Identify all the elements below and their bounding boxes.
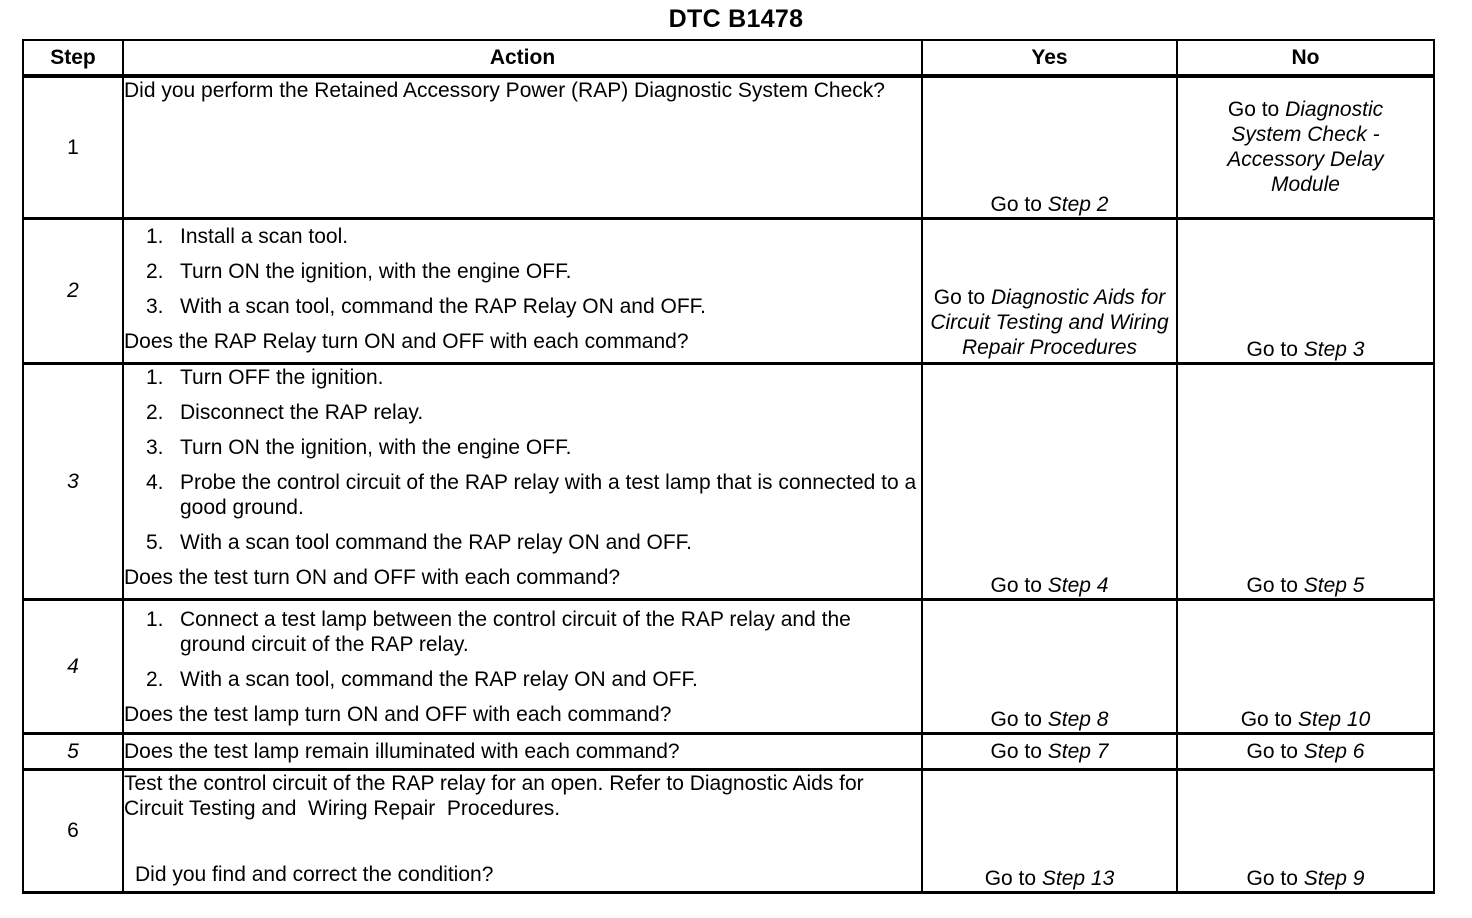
action-cell [123,218,922,363]
yes-link[interactable]: Step 2 [1047,192,1109,216]
action-cell [123,733,922,769]
no-prefix: Go to [1246,337,1304,361]
table-row [23,769,1434,892]
no-cell[interactable] [1177,733,1434,769]
yes-cell[interactable] [922,599,1177,733]
substep-item: 4. Probe the control circuit of the RAP relay with a test lamp that is connected to a good ground. [146,470,917,519]
yes-prefix: Go to [990,707,1048,731]
substep-item: 3. With a scan tool, command the RAP Relay ON and OFF. [146,294,706,318]
action-text: Did you perform the Retained Accessory Power (RAP) Diagnostic System Check? [124,79,885,102]
no-link[interactable]: Step 10 [1297,707,1371,731]
no-link[interactable]: Step 9 [1303,866,1365,890]
step-number: 3 [23,363,123,599]
table-row [23,76,1434,218]
yes-prefix: Go to [990,739,1048,763]
no-prefix: Go to [1246,866,1304,890]
substep-list [124,224,921,319]
substep-item: 2. With a scan tool, command the RAP relay ON and OFF. [146,667,698,691]
substep-list [124,607,921,692]
yes-prefix: Go to [990,573,1048,597]
step-number: 6 [23,769,123,892]
table-header-row [23,40,1434,76]
action-cell [123,363,922,599]
yes-cell[interactable] [922,733,1177,769]
no-cell[interactable] [1177,76,1434,218]
yes-cell[interactable] [922,363,1177,599]
substep-item: 5. With a scan tool command the RAP relay ON and OFF. [146,530,692,554]
yes-cell[interactable] [922,76,1177,218]
yes-link[interactable]: Step 8 [1047,707,1109,731]
yes-link[interactable]: Step 7 [1047,739,1109,763]
no-link[interactable]: Step 6 [1303,739,1365,763]
no-prefix: Go to [1246,739,1304,763]
substep-item: 2. Disconnect the RAP relay. [146,400,424,424]
yes-prefix: Go to [990,192,1048,216]
action-question: Does the RAP Relay turn ON and OFF with each command? [124,329,689,353]
step-number: 1 [23,76,123,218]
action-question: Did you find and correct the condition? [135,862,494,886]
page-title: DTC B1478 [668,5,804,33]
action-question: Does the test turn ON and OFF with each command? [124,565,621,589]
yes-prefix: Go to [984,866,1042,890]
substep-item: 1. Install a scan tool. [146,224,349,248]
yes-link[interactable]: Step 4 [1047,573,1109,597]
step-number: 2 [23,218,123,363]
yes-cell[interactable] [922,769,1177,892]
no-prefix: Go to [1246,573,1304,597]
table-row [23,363,1434,599]
header-yes: Yes [922,40,1177,76]
step-number: 4 [23,599,123,733]
no-link[interactable]: Step 5 [1303,573,1365,597]
substep-list [124,365,921,555]
yes-prefix: Go to [933,285,991,309]
substep-item: 1. Turn OFF the ignition. [146,365,384,389]
no-prefix: Go to [1240,707,1298,731]
step-number: 5 [23,733,123,769]
table-row [23,733,1434,769]
header-no: No [1177,40,1434,76]
action-question: Does the test lamp turn ON and OFF with each command? [124,702,672,726]
action-question: Does the test lamp remain illuminated with each command? [124,739,680,763]
no-cell[interactable] [1177,769,1434,892]
substep-item: 2. Turn ON the ignition, with the engine OFF. [146,259,572,283]
action-cell [123,599,922,733]
no-cell[interactable] [1177,218,1434,363]
table-row [23,218,1434,363]
action-text: Test the control circuit of the RAP relay for an open. Refer to Diagnostic Aids for Circuit Testing and Wiring Repair Procedures. [124,771,870,820]
yes-link[interactable]: Diagnostic Aids for Circuit Testing and Wiring Repair Procedures [930,285,1169,359]
substep-item: 3. Turn ON the ignition, with the engine OFF. [146,435,572,459]
table-row [23,599,1434,733]
action-cell [123,76,922,218]
action-cell [123,769,922,892]
header-action: Action [123,40,922,76]
diagnostic-table [22,39,1435,894]
yes-cell[interactable] [922,218,1177,363]
no-cell[interactable] [1177,363,1434,599]
substep-item: 1. Connect a test lamp between the control circuit of the RAP relay and the ground circuit of the RAP relay. [146,607,851,656]
no-cell[interactable] [1177,599,1434,733]
no-link[interactable]: Diagnostic System Check - Accessory Delay Module [1227,98,1384,197]
no-prefix: Go to [1227,98,1286,122]
header-step: Step [23,40,123,76]
yes-link[interactable]: Step 13 [1041,866,1115,890]
no-link[interactable]: Step 3 [1303,337,1365,361]
